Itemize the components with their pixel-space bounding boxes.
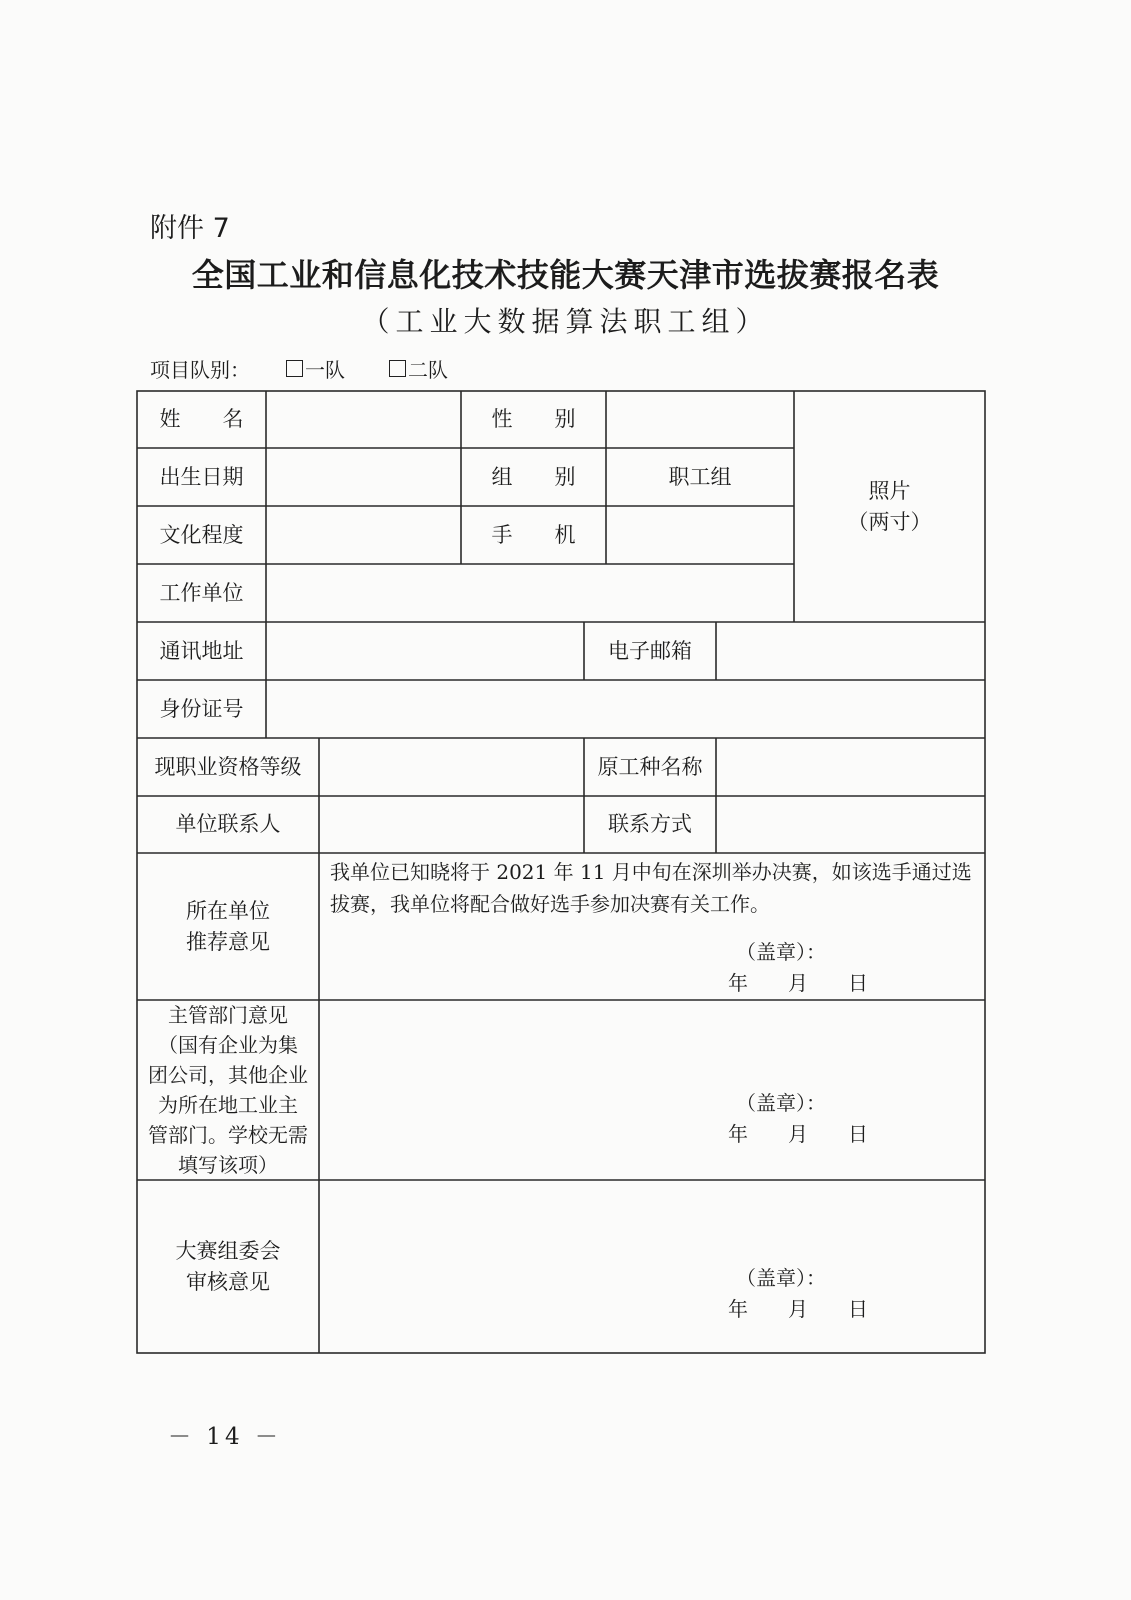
email-field[interactable] [717,623,984,679]
page-number: － 14 － [168,1424,282,1450]
team-label: 项目队别： [150,358,250,382]
education-label: 文化程度 [159,522,244,547]
department-label-line1: 主管部门意见 [168,1003,288,1027]
name-label: 姓 名 [159,407,244,431]
contact-person-field[interactable] [320,797,583,852]
phone-label: 手 机 [491,522,576,547]
photo-size-label: （两寸） [847,509,932,534]
team-selection-row [150,354,448,383]
team-option-2-label: 二队 [408,358,448,382]
original-job-label: 原工种名称 [597,754,703,779]
recommendation-label-line2: 推荐意见 [186,929,270,954]
committee-date: 年 月 日 [728,1297,868,1321]
team-option-1-label: 一队 [305,358,345,382]
department-opinion-field[interactable] [320,1001,984,1121]
group-label: 组 别 [491,464,576,489]
department-label-line3: 团公司，其他企业 [148,1063,308,1087]
department-label-line4: 为所在地工业主 [158,1093,298,1117]
contact-method-field[interactable] [717,797,984,852]
department-date: 年 月 日 [728,1122,868,1146]
qualification-field[interactable] [320,739,583,795]
team-option-2[interactable] [389,354,448,383]
photo-box[interactable] [794,391,985,622]
department-label-line2: （国有企业为集 [158,1033,298,1057]
gender-label: 性 别 [491,407,576,431]
phone-field[interactable] [607,507,793,563]
attachment-label: 附件 7 [150,213,230,244]
address-label: 通讯地址 [159,638,244,663]
department-label-line6: 填写该项） [178,1153,278,1177]
id-number-field[interactable] [267,681,984,737]
recommendation-date: 年 月 日 [728,971,868,995]
recommendation-stamp: （盖章）： [736,940,826,964]
address-field[interactable] [267,623,583,679]
recommendation-label-line1: 所在单位 [186,898,270,923]
committee-label-line1: 大赛组委会 [175,1238,281,1263]
qualification-label: 现职业资格等级 [154,754,302,779]
checkbox-icon[interactable] [389,360,406,377]
department-stamp: （盖章）： [736,1091,826,1115]
employer-field[interactable] [267,565,793,621]
contact-person-label: 单位联系人 [175,812,281,836]
contact-method-label: 联系方式 [608,812,692,836]
photo-label: 照片 [868,478,911,503]
gender-field[interactable] [607,392,793,447]
birth-date-label: 出生日期 [159,464,244,489]
group-value: 职工组 [668,464,732,489]
team-option-1[interactable] [286,354,345,383]
committee-review-field[interactable] [320,1181,984,1291]
education-field[interactable] [267,507,460,563]
department-label-line5: 管部门。学校无需 [148,1123,308,1147]
birth-date-field[interactable] [267,449,460,505]
form-subtitle: （工业大数据算法职工组） [361,305,770,338]
registration-table [136,390,1000,1359]
id-number-label: 身份证号 [159,696,244,721]
email-label: 电子邮箱 [608,638,692,663]
committee-label-line2: 审核意见 [186,1269,270,1294]
committee-review-label [137,1180,319,1353]
checkbox-icon[interactable] [286,360,303,377]
department-opinion-label [137,1000,319,1180]
employer-label: 工作单位 [159,580,244,605]
recommendation-label [137,853,319,1000]
committee-stamp: （盖章）： [736,1266,826,1290]
recommendation-note: 我单位已知晓将于 2021 年 11 月中旬在深圳举办决赛，如该选手通过选拔赛，我单位将配合做好选手参加决赛有关工作。 [330,860,972,916]
name-field[interactable] [267,392,460,447]
original-job-field[interactable] [717,739,984,795]
form-title: 全国工业和信息化技术技能大赛天津市选拔赛报名表 [191,256,940,294]
